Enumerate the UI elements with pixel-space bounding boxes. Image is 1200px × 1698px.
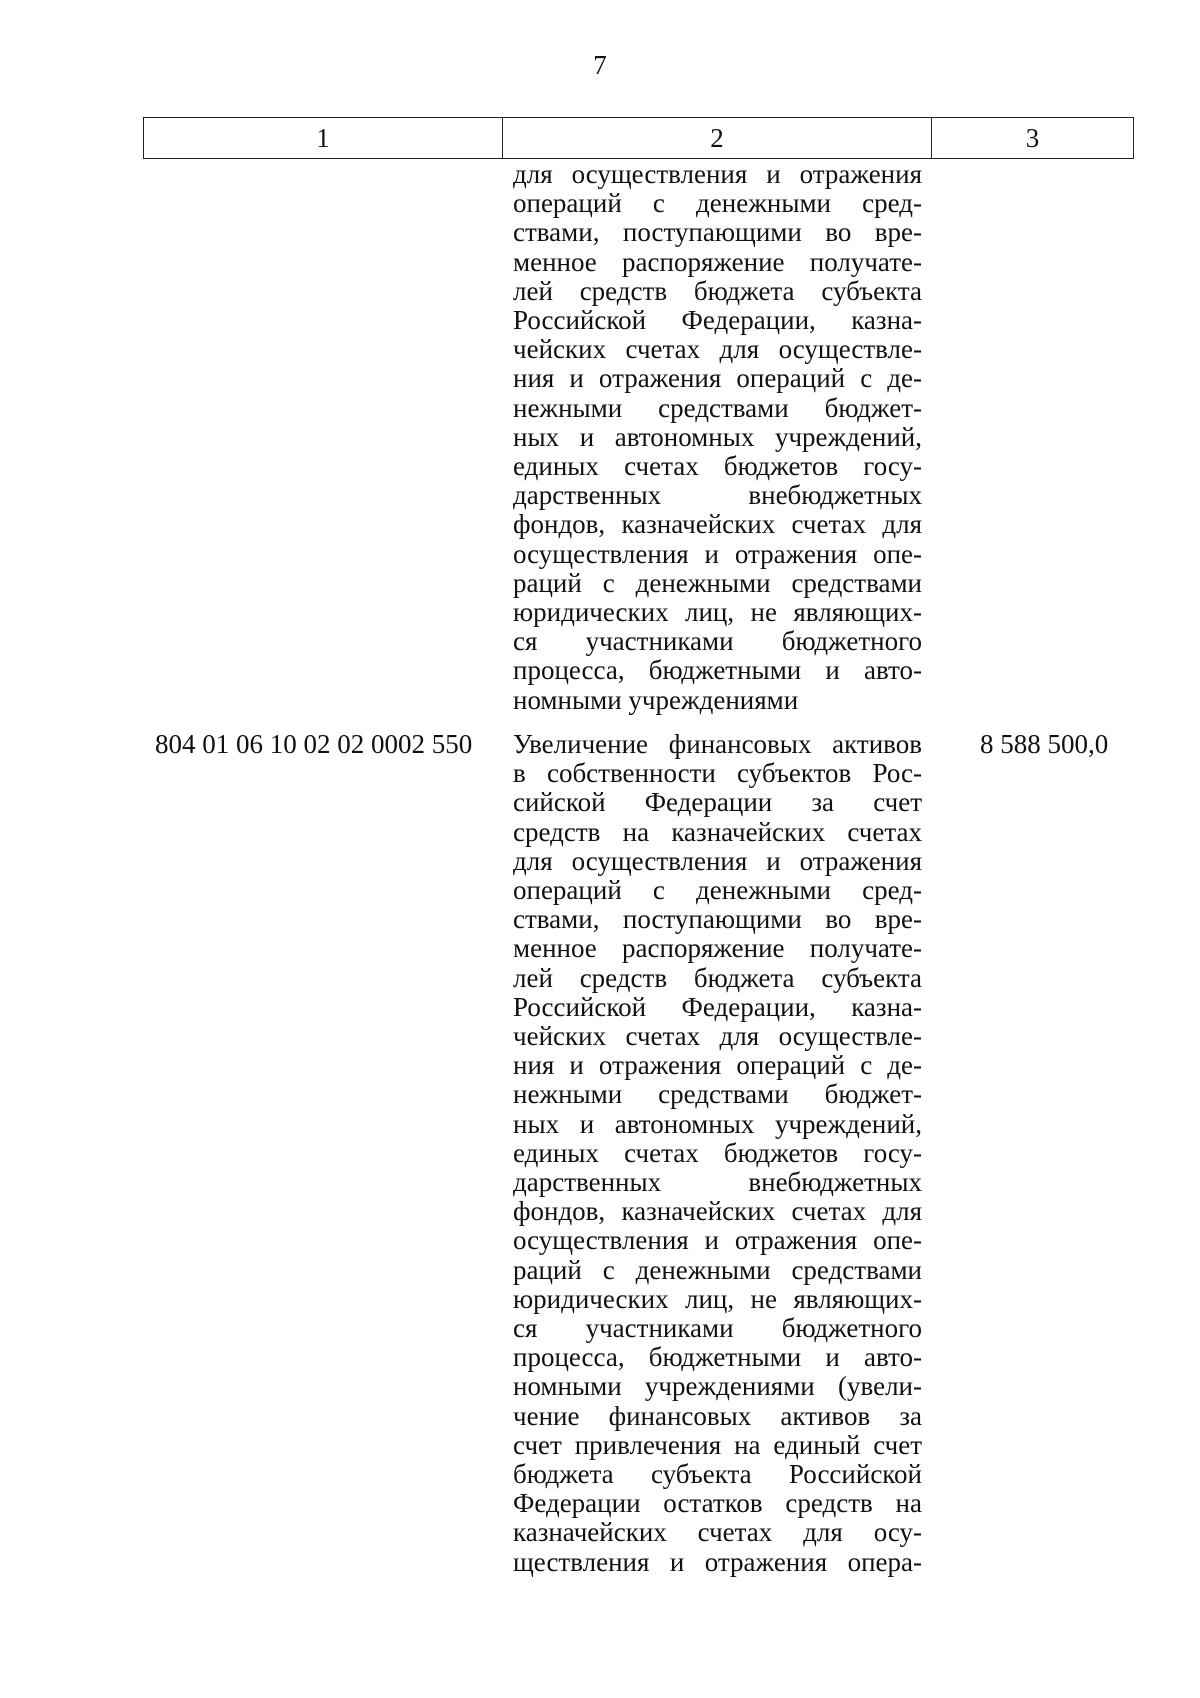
text-line: осуществления и отражения опе-: [513, 538, 922, 569]
text-line: менное распоряжение получате-: [513, 933, 922, 964]
text-line: ных и автономных учреждений,: [513, 421, 922, 452]
text-line: ния и отражения операций с де-: [513, 363, 922, 394]
text-line: счет привлечения на единый счет: [513, 1429, 922, 1460]
text-line: раций с денежными средствами: [513, 1254, 922, 1285]
text-line: ществления и отражения опера-: [513, 1546, 922, 1577]
text-line: процесса, бюджетными и авто-: [513, 1342, 922, 1373]
text-line: раций с денежными средствами: [513, 567, 922, 598]
text-line: Российской Федерации, казна-: [513, 991, 922, 1022]
table-header-col-1: 1: [144, 118, 503, 158]
text-line: Федерации остатков средств на: [513, 1488, 922, 1519]
text-line: единых счетах бюджетов госу-: [513, 1137, 922, 1168]
text-line: ствами, поступающими во вре-: [513, 217, 922, 248]
text-line: юридических лиц, не являющих-: [513, 597, 922, 628]
text-line: ных и автономных учреждений,: [513, 1108, 922, 1139]
text-line: юридических лиц, не являющих-: [513, 1283, 922, 1314]
text-line: дарственных внебюджетных: [513, 1167, 922, 1198]
page-number: 7: [593, 50, 607, 80]
text-line: Увеличение финансовых активов: [513, 729, 922, 759]
text-line: лей средств бюджета субъекта: [513, 962, 922, 993]
text-line: казначейских счетах для осу-: [513, 1517, 922, 1548]
text-line: средств на казначейских счетах: [513, 816, 922, 847]
text-line: нежными средствами бюджет-: [513, 392, 922, 423]
text-line: Российской Федерации, казна-: [513, 305, 922, 336]
row-description: [513, 730, 922, 1577]
text-line: операций с денежными сред-: [513, 188, 922, 219]
text-line: чение финансовых активов за: [513, 1400, 922, 1431]
table-header-row: [143, 117, 1134, 159]
text-line: номными учреждениями: [513, 684, 799, 715]
text-line: нежными средствами бюджет-: [513, 1079, 922, 1110]
text-line: менное распоряжение получате-: [513, 246, 922, 277]
text-line: ния и отражения операций с де-: [513, 1050, 922, 1081]
text-line: чейских счетах для осуществле-: [513, 334, 922, 365]
text-line: бюджета субъекта Российской: [513, 1459, 922, 1490]
table-header-col-3: 3: [1025, 122, 1040, 153]
text-line: ся участниками бюджетного: [513, 1313, 922, 1344]
text-line: лей средств бюджета субъекта: [513, 275, 922, 306]
text-line: для осуществления и отражения: [513, 845, 922, 876]
text-line: фондов, казначейских счетах для: [513, 1196, 922, 1227]
text-line: осуществления и отражения опе-: [513, 1225, 922, 1256]
text-line: единых счетах бюджетов госу-: [513, 451, 922, 482]
text-line: дарственных внебюджетных: [513, 480, 922, 511]
text-line: ствами, поступающими во вре-: [513, 904, 922, 935]
text-line: для осуществления и отражения: [513, 159, 922, 189]
table-header-col-2: 2: [503, 118, 932, 158]
text-line: процесса, бюджетными и авто-: [513, 655, 922, 686]
row-amount: 8 588 500,0: [980, 729, 1109, 759]
row-code: 804 01 06 10 02 02 0002 550: [155, 729, 473, 759]
text-line: сийской Федерации за счет: [513, 787, 922, 818]
text-line: номными учреждениями (увели-: [513, 1371, 922, 1402]
text-line: фондов, казначейских счетах для: [513, 509, 922, 540]
continuation-description: [513, 160, 922, 715]
text-line: операций с денежными сред-: [513, 875, 922, 906]
text-line: чейских счетах для осуществле-: [513, 1021, 922, 1052]
text-line: в собственности субъектов Рос-: [513, 758, 922, 789]
text-line: ся участниками бюджетного: [513, 626, 922, 657]
